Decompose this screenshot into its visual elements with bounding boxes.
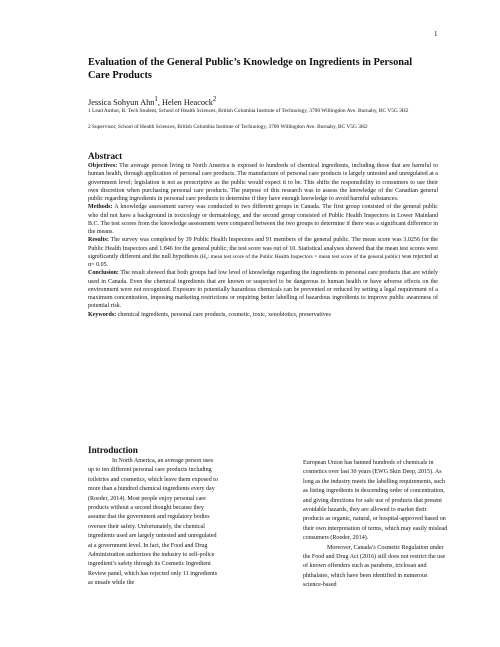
abstract-keywords <box>88 311 438 319</box>
objectives-text: The average person living in North America is exposed to hundreds of chemical ingredients, including those that are harmful to human health, through application of personal care products. The manufacture of personal care products is largely untested and unregulated at a government level; legislation is not as prescriptive as the public would expect it to be. This shifts the responsibility to consumers to use their own discretion when purchasing personal care products. The purpose of this research was to assess the knowledge of the Canadian general public regarding ingredients in personal care products to determine if they have enough knowledge to avoid harmful substances. <box>88 163 438 202</box>
introduction-paragraph: Moreover, Canada’s Cosmetic Regulation under the Food and Drug Act (2016) still does not restrict the use of known offenders such as parabens, triclosan and phthalates, which have been identified in numerous science-based <box>303 544 446 589</box>
methods-text: A knowledge assessment survey was conducted to two different groups in Canada. The first group consisted of the general public who did not have a background in toxicology or dermatology, and the second group consisted of Public Health Inspectors in Lower Mainland B.C. The test scores from the knowledge assessment were compared between the two groups to determine if there was a significant difference in the means. <box>88 204 438 235</box>
affiliation-supervisor: 2 Supervisor, School of Health Sciences, British Columbia Institute of Technology, 3700 Willingdon Ave. Burnaby, BC V5G 3H2 <box>88 124 368 130</box>
paper-title: Evaluation of the General Public’s Knowledge on Ingredients in Personal Care Products <box>88 57 413 81</box>
abstract-conclusion <box>88 269 438 310</box>
introduction-column-right <box>303 459 448 591</box>
conclusion-text: The result showed that both groups had low level of knowledge regarding the ingredients in personal care products that are widely used in Canada. Even the chemical ingredients that are known or suspected to be dangerous to human health or have adverse effects on the environment were not recognized. Exposure to potentially hazardous chemicals can be prevented or reduced by setting a legal requirement of a maximum concentration, imposing marketing restrictions or requiring better labelling of hazardous ingredients to improve public awareness of potential risk. <box>88 270 438 310</box>
abstract-methods <box>88 203 438 236</box>
page-number: 1 <box>434 30 438 38</box>
keywords-text: chemical ingredients, personal care products, cosmetic, toxic, xenobiotics, preservatives <box>116 311 331 318</box>
abstract-heading: Abstract <box>88 151 123 161</box>
introduction-paragraph: European Union has banned hundreds of chemicals in cosmetics over last 30 years (EWG Skin Deep, 2015). As long as the industry meets the labelling requirements, such as listing ingredients in descending order of concentration, and giving directions for safe use of products that present avoidable hazards, they are allowed to market their products as organic, natural, or hospital-approved based on their own interpretation of terms, which may easily mislead consumers (Roeder, 2014). <box>303 460 448 542</box>
results-text: The survey was completed by 39 Public Health Inspectors and 91 members of the general public. The mean score was 3.0256 for the Public Health Inspectors and 1.846 for the general public; the test score was out of 10. Statistical analyses showed that the mean test scores were significantly different and the null hypothesis <box>88 237 438 260</box>
affiliation-lead-author: 1 Lead Author, B. Tech Student, School of Health Sciences, British Columbia Institute of Technology, 3700 Willingdon Ave. Burnaby, BC V5G 3H2 <box>88 108 409 114</box>
null-hypothesis: (H₀: mean test score of the Public Health Inspectors = mean test score of the general public) <box>200 253 401 260</box>
abstract-body <box>88 162 438 319</box>
author-separator: , <box>157 97 162 107</box>
objectives-label: Objectives: <box>88 163 118 169</box>
abstract-objectives <box>88 162 438 203</box>
author-affiliation-mark: 2 <box>212 96 217 103</box>
methods-label: Methods: <box>88 204 113 211</box>
introduction-column-left <box>88 457 220 589</box>
author-name: Helen Heacock <box>161 97 213 107</box>
author-line <box>88 94 428 108</box>
introduction-heading: Introduction <box>88 445 138 455</box>
introduction-paragraph: In North America, an average person uses up to ten different personal care products including toiletries and cosmetics, which leave them exposed to more than a hundred chemical ingredients every day (Roeder, 2014). Most people enjoy personal care products without a second thought because they assume that the government and regulatory bodies oversee their safety. Unfortunately, the chemical ingredients used are largely untested and unregulated at a government level. In fact, the Food and Drug Administration authorizes the industry to self-police ingredient’s safety through its Cosmetic Ingredient Review panel, which has rejected only 11 ingredients as unsafe while the <box>88 458 218 587</box>
keywords-label: Keywords: <box>88 311 117 318</box>
author-name: Jessica Sohyun Ahn <box>88 97 155 107</box>
conclusion-label: Conclusion: <box>88 270 119 277</box>
results-text-end: was rejected at α= 0.05. <box>88 253 438 268</box>
author-affiliation-mark: 1 <box>154 96 158 103</box>
abstract-results <box>88 236 438 269</box>
results-label: Results: <box>88 237 109 244</box>
